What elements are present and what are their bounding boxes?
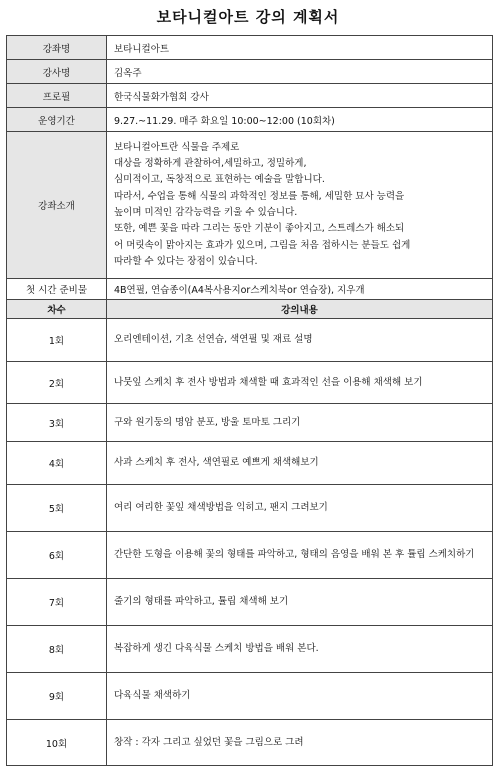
period-value: 9.27.~11.29. 매주 화요일 10:00~12:00 (10회차) xyxy=(107,108,493,132)
session-content: 나뭇잎 스케치 후 전사 방법과 채색할 때 효과적인 선을 이용해 채색해 보기 xyxy=(107,362,493,404)
session-content: 복잡하게 생긴 다육식물 스케치 방법을 배워 본다. xyxy=(107,626,493,673)
content-column-header: 강의내용 xyxy=(107,300,493,319)
session-number: 9회 xyxy=(7,673,107,720)
table-row xyxy=(7,579,493,626)
instructor-label: 강사명 xyxy=(7,60,107,84)
info-row xyxy=(7,108,493,132)
intro-row xyxy=(7,132,493,279)
session-content: 여리 여리한 꽃잎 채색방법을 익히고, 팬지 그려보기 xyxy=(107,485,493,532)
session-content: 줄기의 형태를 파악하고, 튤립 채색해 보기 xyxy=(107,579,493,626)
profile-label: 프로필 xyxy=(7,84,107,108)
session-content: 오리엔테이션, 기초 선연습, 색연필 및 재료 설명 xyxy=(107,319,493,362)
intro-line: 보타니컬아트란 식물을 주제로 xyxy=(114,141,240,153)
supplies-row xyxy=(7,279,493,300)
period-label: 운영기간 xyxy=(7,108,107,132)
session-content: 간단한 도형을 이용해 꽃의 형태를 파악하고, 형태의 음영을 배워 본 후 튤립 스케치하기 xyxy=(107,532,493,579)
course-plan-table xyxy=(6,35,493,766)
session-content: 다육식물 채색하기 xyxy=(107,673,493,720)
info-row xyxy=(7,36,493,60)
intro-line: 따라할 수 있다는 장점이 있습니다. xyxy=(114,255,258,267)
session-number: 2회 xyxy=(7,362,107,404)
intro-text xyxy=(107,132,493,279)
profile-value: 한국식물화가협회 강사 xyxy=(107,84,493,108)
schedule-header-row xyxy=(7,300,493,319)
session-number: 7회 xyxy=(7,579,107,626)
course-name-value: 보타니컬아트 xyxy=(107,36,493,60)
intro-line: 대상을 정확하게 관찰하여,세밀하고, 정밀하게, xyxy=(114,158,307,170)
session-number: 10회 xyxy=(7,720,107,766)
table-row xyxy=(7,485,493,532)
session-number: 3회 xyxy=(7,404,107,442)
session-content: 사과 스케치 후 전사, 색연필로 예쁘게 채색해보기 xyxy=(107,442,493,485)
session-number: 1회 xyxy=(7,319,107,362)
session-content: 구와 원기둥의 명암 분포, 방울 토마토 그리기 xyxy=(107,404,493,442)
table-row xyxy=(7,362,493,404)
intro-line: 높이며 미적인 감각능력을 키울 수 있습니다. xyxy=(114,207,298,218)
course-name-label: 강좌명 xyxy=(7,36,107,60)
table-row xyxy=(7,442,493,485)
table-row xyxy=(7,720,493,766)
table-row xyxy=(7,532,493,579)
supplies-label: 첫 시간 준비물 xyxy=(7,279,107,300)
session-content: 창작 : 각자 그리고 싶었던 꽃을 그림으로 그려 xyxy=(107,720,493,766)
table-row xyxy=(7,626,493,673)
intro-line: 심미적이고, 독창적으로 표현하는 예술을 말합니다. xyxy=(114,174,325,186)
page-title: 보타니컬아트 강의 계획서 xyxy=(156,8,340,26)
intro-line: 따라서, 수업을 통해 식물의 과학적인 정보를 통해, 세밀한 묘사 능력을 xyxy=(114,190,405,202)
table-row xyxy=(7,673,493,720)
intro-label: 강좌소개 xyxy=(7,132,107,279)
session-number: 8회 xyxy=(7,626,107,673)
session-number: 4회 xyxy=(7,442,107,485)
session-column-header: 차수 xyxy=(7,300,107,319)
info-row xyxy=(7,60,493,84)
session-number: 6회 xyxy=(7,532,107,579)
intro-line: 어 머릿속이 맑아지는 효과가 있으며, 그림을 처음 접하시는 분들도 쉽게 xyxy=(114,239,411,251)
supplies-value: 4B연필, 연습종이(A4복사용지or스케치북or 연습장), 지우개 xyxy=(107,279,493,300)
instructor-value: 김옥주 xyxy=(107,60,493,84)
intro-line: 또한, 예쁜 꽃을 따라 그리는 동안 기분이 좋아지고, 스트레스가 해소되 xyxy=(114,223,405,235)
table-row xyxy=(7,319,493,362)
table-row xyxy=(7,404,493,442)
session-number: 5회 xyxy=(7,485,107,532)
info-row xyxy=(7,84,493,108)
